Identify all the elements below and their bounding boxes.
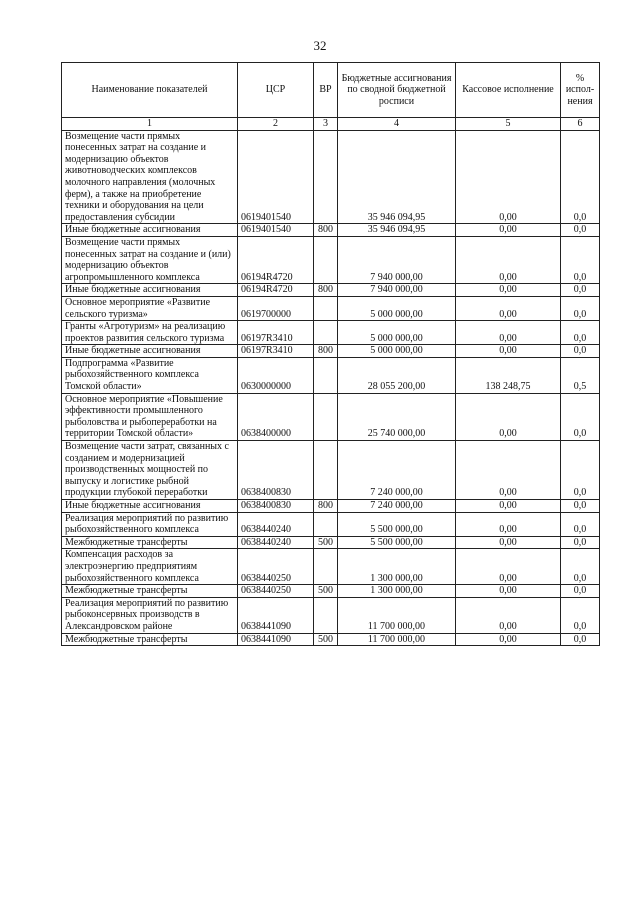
row-execution-cell: 0,00 bbox=[456, 284, 561, 297]
table-row bbox=[62, 393, 600, 440]
row-percent-cell: 0,5 bbox=[561, 357, 600, 393]
row-csr-cell: 06197R3410 bbox=[238, 345, 314, 358]
row-percent-cell: 0,0 bbox=[561, 236, 600, 283]
row-csr-cell: 0630000000 bbox=[238, 357, 314, 393]
header-execution: Кассовое исполнение bbox=[456, 63, 561, 118]
header-percent: % испол-нения bbox=[561, 63, 600, 118]
row-vr-cell bbox=[314, 597, 338, 633]
row-csr-cell: 0638400830 bbox=[238, 441, 314, 500]
row-name-cell: Возмещение части прямых понесенных затрат на создание и (или) модернизацию объектов агропромышленного комплекса bbox=[62, 236, 238, 283]
row-percent-cell: 0,0 bbox=[561, 284, 600, 297]
page-number: 32 bbox=[313, 38, 327, 53]
row-amount-cell: 5 500 000,00 bbox=[338, 536, 456, 549]
row-csr-cell: 0638441090 bbox=[238, 597, 314, 633]
table-header-row bbox=[62, 63, 600, 118]
col-number: 3 bbox=[314, 118, 338, 131]
row-name-cell: Реализация мероприятий по развитию рыбоконсервных производств в Александровском районе bbox=[62, 597, 238, 633]
table-row bbox=[62, 345, 600, 358]
row-name-cell: Межбюджетные трансферты bbox=[62, 536, 238, 549]
row-percent-cell: 0,0 bbox=[561, 585, 600, 598]
row-csr-cell: 0619700000 bbox=[238, 296, 314, 320]
row-vr-cell: 500 bbox=[314, 633, 338, 646]
row-vr-cell bbox=[314, 321, 338, 345]
row-name-cell: Основное мероприятие «Развитие сельского туризма» bbox=[62, 296, 238, 320]
table-row bbox=[62, 585, 600, 598]
budget-table bbox=[61, 62, 600, 646]
row-csr-cell: 0638400000 bbox=[238, 393, 314, 440]
table-row bbox=[62, 512, 600, 536]
table-row bbox=[62, 284, 600, 297]
row-name-cell: Иные бюджетные ассигнования bbox=[62, 345, 238, 358]
row-execution-cell: 0,00 bbox=[456, 500, 561, 513]
row-percent-cell: 0,0 bbox=[561, 321, 600, 345]
row-name-cell: Иные бюджетные ассигнования bbox=[62, 500, 238, 513]
row-vr-cell bbox=[314, 549, 338, 585]
header-csr: ЦСР bbox=[238, 63, 314, 118]
table-row bbox=[62, 441, 600, 500]
row-vr-cell: 800 bbox=[314, 345, 338, 358]
row-amount-cell: 5 500 000,00 bbox=[338, 512, 456, 536]
row-csr-cell: 0619401540 bbox=[238, 130, 314, 224]
row-percent-cell: 0,0 bbox=[561, 549, 600, 585]
col-number: 1 bbox=[62, 118, 238, 131]
row-csr-cell: 0638440250 bbox=[238, 549, 314, 585]
row-percent-cell: 0,0 bbox=[561, 130, 600, 224]
row-execution-cell: 0,00 bbox=[456, 585, 561, 598]
row-execution-cell: 138 248,75 bbox=[456, 357, 561, 393]
row-amount-cell: 1 300 000,00 bbox=[338, 549, 456, 585]
row-amount-cell: 5 000 000,00 bbox=[338, 345, 456, 358]
row-csr-cell: 0638400830 bbox=[238, 500, 314, 513]
row-execution-cell: 0,00 bbox=[456, 536, 561, 549]
table-row bbox=[62, 130, 600, 224]
table-row bbox=[62, 224, 600, 237]
row-execution-cell: 0,00 bbox=[456, 633, 561, 646]
row-percent-cell: 0,0 bbox=[561, 296, 600, 320]
row-vr-cell bbox=[314, 130, 338, 224]
row-percent-cell: 0,0 bbox=[561, 345, 600, 358]
col-number: 6 bbox=[561, 118, 600, 131]
row-execution-cell: 0,00 bbox=[456, 597, 561, 633]
row-execution-cell: 0,00 bbox=[456, 130, 561, 224]
row-name-cell: Межбюджетные трансферты bbox=[62, 633, 238, 646]
row-amount-cell: 35 946 094,95 bbox=[338, 130, 456, 224]
row-vr-cell: 500 bbox=[314, 585, 338, 598]
row-vr-cell: 800 bbox=[314, 284, 338, 297]
row-amount-cell: 25 740 000,00 bbox=[338, 393, 456, 440]
row-amount-cell: 11 700 000,00 bbox=[338, 597, 456, 633]
table-row bbox=[62, 549, 600, 585]
row-name-cell: Подпрограмма «Развитие рыбохозяйственного комплекса Томской области» bbox=[62, 357, 238, 393]
table-row bbox=[62, 536, 600, 549]
row-amount-cell: 5 000 000,00 bbox=[338, 296, 456, 320]
header-budget: Бюджетные ассигнования по сводной бюджетной росписи bbox=[338, 63, 456, 118]
row-name-cell: Межбюджетные трансферты bbox=[62, 585, 238, 598]
row-vr-cell: 500 bbox=[314, 536, 338, 549]
row-execution-cell: 0,00 bbox=[456, 224, 561, 237]
row-execution-cell: 0,00 bbox=[456, 393, 561, 440]
row-amount-cell: 7 240 000,00 bbox=[338, 500, 456, 513]
row-vr-cell: 800 bbox=[314, 500, 338, 513]
table-row bbox=[62, 321, 600, 345]
row-execution-cell: 0,00 bbox=[456, 549, 561, 585]
row-percent-cell: 0,0 bbox=[561, 597, 600, 633]
row-vr-cell bbox=[314, 393, 338, 440]
table-body bbox=[62, 130, 600, 646]
row-execution-cell: 0,00 bbox=[456, 441, 561, 500]
row-execution-cell: 0,00 bbox=[456, 236, 561, 283]
row-csr-cell: 0638440240 bbox=[238, 536, 314, 549]
row-amount-cell: 35 946 094,95 bbox=[338, 224, 456, 237]
row-name-cell: Возмещение части затрат, связанных с созданием и модернизацией производственных мощностей по выпуску и логистике рыбной продукции глубокой переработки bbox=[62, 441, 238, 500]
col-number: 5 bbox=[456, 118, 561, 131]
row-name-cell: Компенсация расходов за электроэнергию предприятиям рыбохозяйственного комплекса bbox=[62, 549, 238, 585]
row-vr-cell bbox=[314, 296, 338, 320]
row-csr-cell: 06194R4720 bbox=[238, 236, 314, 283]
row-percent-cell: 0,0 bbox=[561, 500, 600, 513]
row-csr-cell: 0638440250 bbox=[238, 585, 314, 598]
row-name-cell: Основное мероприятие «Повышение эффективности промышленного рыболовства и рыбопереработки на территории Томской области» bbox=[62, 393, 238, 440]
row-amount-cell: 28 055 200,00 bbox=[338, 357, 456, 393]
row-percent-cell: 0,0 bbox=[561, 633, 600, 646]
row-percent-cell: 0,0 bbox=[561, 512, 600, 536]
row-amount-cell: 11 700 000,00 bbox=[338, 633, 456, 646]
row-percent-cell: 0,0 bbox=[561, 224, 600, 237]
row-amount-cell: 5 000 000,00 bbox=[338, 321, 456, 345]
row-name-cell: Возмещение части прямых понесенных затрат на создание и модернизацию объектов животноводческих комплексов молочного направления (молочных ферм), а также на приобретение техники и оборудования на цели предоставления субсидии bbox=[62, 130, 238, 224]
row-csr-cell: 0619401540 bbox=[238, 224, 314, 237]
row-execution-cell: 0,00 bbox=[456, 345, 561, 358]
row-percent-cell: 0,0 bbox=[561, 393, 600, 440]
row-percent-cell: 0,0 bbox=[561, 536, 600, 549]
row-vr-cell: 800 bbox=[314, 224, 338, 237]
row-name-cell: Гранты «Агротуризм» на реализацию проектов развития сельского туризма bbox=[62, 321, 238, 345]
table-row bbox=[62, 633, 600, 646]
table-row bbox=[62, 296, 600, 320]
row-vr-cell bbox=[314, 512, 338, 536]
row-amount-cell: 1 300 000,00 bbox=[338, 585, 456, 598]
row-name-cell: Иные бюджетные ассигнования bbox=[62, 284, 238, 297]
header-name: Наименование показателей bbox=[62, 63, 238, 118]
row-vr-cell bbox=[314, 357, 338, 393]
row-execution-cell: 0,00 bbox=[456, 512, 561, 536]
row-execution-cell: 0,00 bbox=[456, 296, 561, 320]
table-row bbox=[62, 500, 600, 513]
row-execution-cell: 0,00 bbox=[456, 321, 561, 345]
column-number-row bbox=[62, 118, 600, 131]
row-csr-cell: 0638440240 bbox=[238, 512, 314, 536]
row-vr-cell bbox=[314, 441, 338, 500]
row-amount-cell: 7 240 000,00 bbox=[338, 441, 456, 500]
row-amount-cell: 7 940 000,00 bbox=[338, 284, 456, 297]
row-csr-cell: 06194R4720 bbox=[238, 284, 314, 297]
row-vr-cell bbox=[314, 236, 338, 283]
header-vr: ВР bbox=[314, 63, 338, 118]
row-percent-cell: 0,0 bbox=[561, 441, 600, 500]
table-row bbox=[62, 357, 600, 393]
table-row bbox=[62, 236, 600, 283]
col-number: 2 bbox=[238, 118, 314, 131]
row-name-cell: Иные бюджетные ассигнования bbox=[62, 224, 238, 237]
row-csr-cell: 0638441090 bbox=[238, 633, 314, 646]
row-amount-cell: 7 940 000,00 bbox=[338, 236, 456, 283]
table-row bbox=[62, 597, 600, 633]
row-name-cell: Реализация мероприятий по развитию рыбохозяйственного комплекса bbox=[62, 512, 238, 536]
row-csr-cell: 06197R3410 bbox=[238, 321, 314, 345]
col-number: 4 bbox=[338, 118, 456, 131]
